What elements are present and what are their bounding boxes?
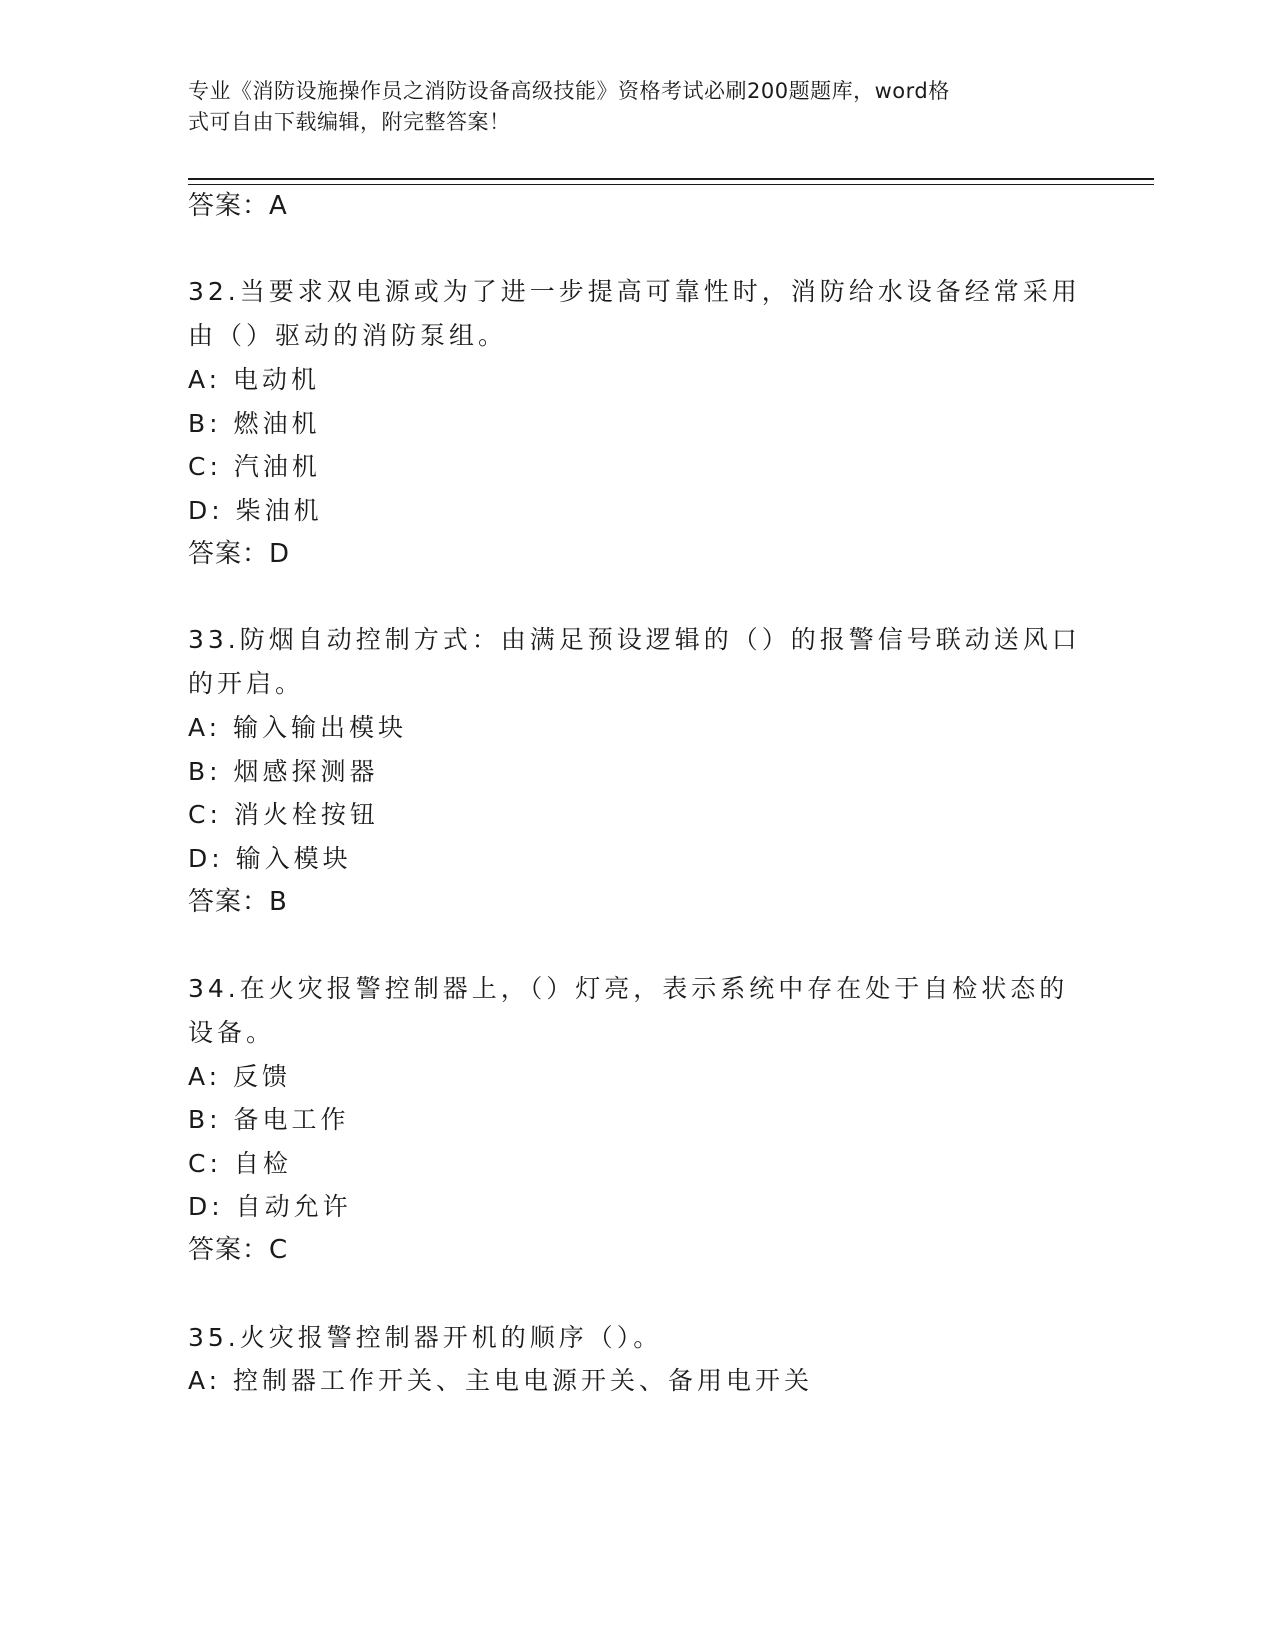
question-34-option-c: C: 自检 xyxy=(188,1149,292,1178)
question-33-option-d: D: 输入模块 xyxy=(188,844,352,873)
question-33-answer: 答案：B xyxy=(188,887,288,917)
question-34-option-a: A: 反馈 xyxy=(188,1062,292,1091)
header-divider-thin xyxy=(188,184,1154,185)
header-line-1: 专业《消防设施操作员之消防设备高级技能》资格考试必刷200题题库，word格 xyxy=(188,79,950,103)
question-32-option-a: A: 电动机 xyxy=(188,365,321,394)
question-35-stem-line-1: 35.火灾报警控制器开机的顺序（）。 xyxy=(188,1323,663,1352)
header-divider-thick xyxy=(188,178,1154,180)
question-35-option-a: A: 控制器工作开关、主电电源开关、备用电开关 xyxy=(188,1366,814,1395)
question-34-stem-line-1: 34.在火灾报警控制器上，（）灯亮，表示系统中存在处于自检状态的 xyxy=(188,974,1069,1003)
question-32-option-c: C: 汽油机 xyxy=(188,452,321,481)
document-header xyxy=(188,76,1068,138)
question-34-answer: 答案：C xyxy=(188,1235,289,1265)
question-33-stem-line-2: 的开启。 xyxy=(188,669,305,698)
question-33-option-b: B: 烟感探测器 xyxy=(188,757,379,786)
previous-answer: 答案：A xyxy=(188,191,288,221)
question-34-option-d: D: 自动允许 xyxy=(188,1192,352,1221)
question-32-answer: 答案：D xyxy=(188,539,291,569)
question-33-option-c: C: 消火栓按钮 xyxy=(188,800,379,829)
question-33-stem-line-1: 33.防烟自动控制方式：由满足预设逻辑的（）的报警信号联动送风口 xyxy=(188,625,1081,654)
question-33-option-a: A: 输入输出模块 xyxy=(188,713,408,742)
question-32-option-d: D: 柴油机 xyxy=(188,496,323,525)
header-line-2: 式可自由下载编辑，附完整答案！ xyxy=(188,110,511,134)
question-32-stem-line-1: 32.当要求双电源或为了进一步提高可靠性时，消防给水设备经常采用 xyxy=(188,277,1081,306)
question-34-stem-line-2: 设备。 xyxy=(188,1018,276,1047)
question-32-option-b: B: 燃油机 xyxy=(188,409,321,438)
question-32-stem-line-2: 由（）驱动的消防泵组。 xyxy=(188,321,508,350)
question-34-option-b: B: 备电工作 xyxy=(188,1105,350,1134)
